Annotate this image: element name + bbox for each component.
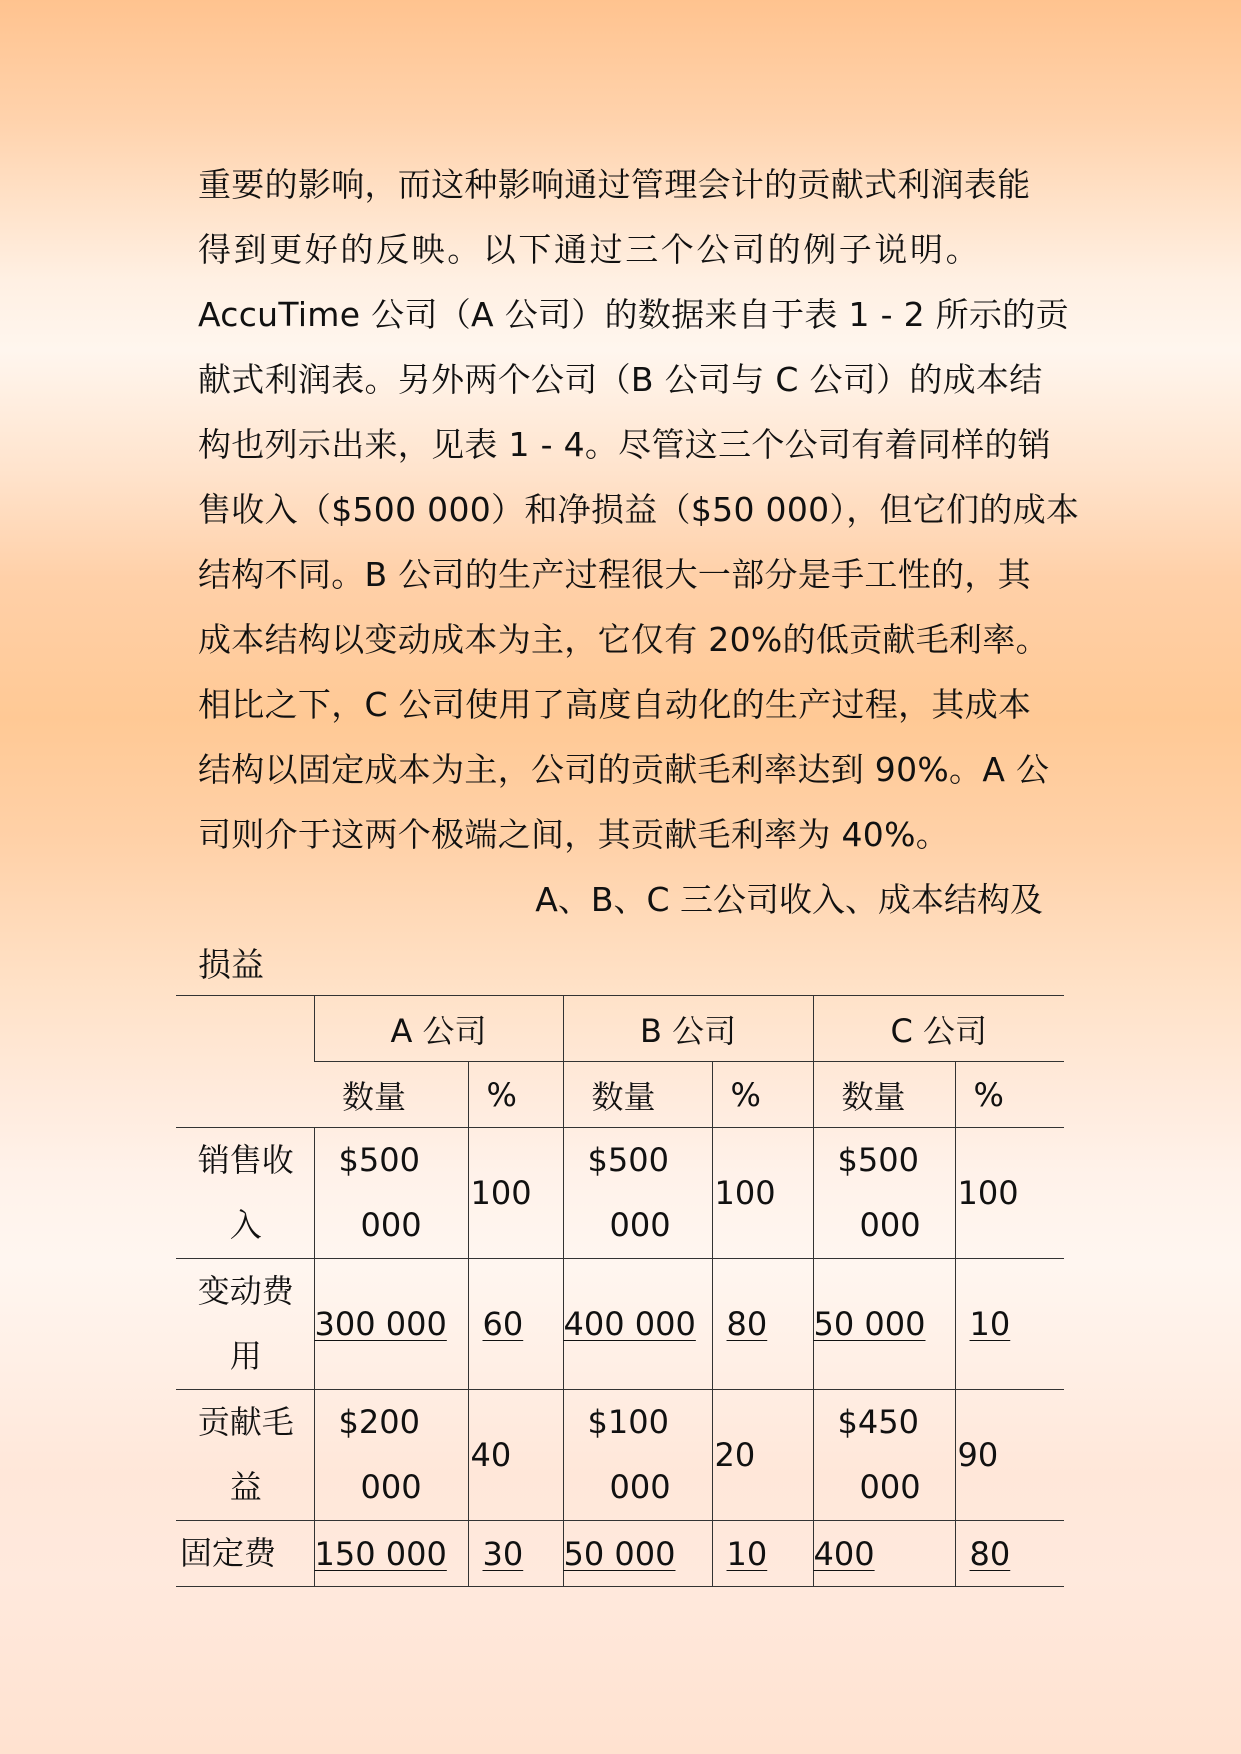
amount-header: 数量 xyxy=(563,1062,712,1128)
percent-cell: 20 xyxy=(712,1390,813,1521)
amount-cell xyxy=(563,1521,712,1587)
percent-value: 80 xyxy=(969,1534,1011,1573)
amount-value: 300 000 xyxy=(314,1305,447,1343)
company-b-header: B 公司 xyxy=(563,996,813,1062)
paragraph-line: 结构以固定成本为主，公司的贡献毛利率达到 90%。A 公 xyxy=(198,750,1050,789)
amount-cell xyxy=(563,1259,712,1390)
percent-cell: 90 xyxy=(955,1390,1064,1521)
amount-line: 000 xyxy=(360,1468,422,1506)
amount-header: 数量 xyxy=(314,1062,468,1128)
caption-line-1: A、B、C 三公司收入、成本结构及 xyxy=(535,880,1043,919)
paragraph-line: 献式利润表。另外两个公司（B 公司与 C 公司）的成本结 xyxy=(198,360,1043,399)
amount-line: $500 xyxy=(837,1141,919,1179)
amount-line: 000 xyxy=(609,1206,671,1244)
row-label xyxy=(176,1259,314,1390)
table-header-row xyxy=(176,996,1064,1062)
percent-cell: 100 xyxy=(955,1128,1064,1259)
cost-structure-table xyxy=(176,995,1064,1587)
percent-cell xyxy=(468,1259,563,1390)
percent-cell xyxy=(712,1521,813,1587)
table-row xyxy=(176,1259,1064,1390)
row-label-line: 贡献毛 xyxy=(197,1403,294,1441)
percent-cell xyxy=(468,1521,563,1587)
percent-cell: 100 xyxy=(468,1128,563,1259)
amount-cell xyxy=(813,1128,955,1259)
amount-value: 400 000 xyxy=(563,1305,696,1343)
paragraph-line: 结构不同。B 公司的生产过程很大一部分是手工性的，其 xyxy=(198,555,1031,594)
amount-cell xyxy=(813,1521,955,1587)
percent-value: 10 xyxy=(726,1534,768,1573)
amount-line: 000 xyxy=(859,1206,921,1244)
percent-cell xyxy=(955,1521,1064,1587)
amount-value: 150 000 xyxy=(314,1534,447,1573)
row-label-line: 变动费 xyxy=(197,1272,294,1310)
percent-header: % xyxy=(955,1062,1064,1128)
amount-value: 50 000 xyxy=(813,1305,926,1343)
amount-cell xyxy=(813,1259,955,1390)
body-paragraph xyxy=(198,152,1080,867)
paragraph-line: 售收入（$500 000）和净损益（$50 000），但它们的成本 xyxy=(198,490,1080,529)
table-row xyxy=(176,1521,1064,1587)
percent-cell: 40 xyxy=(468,1390,563,1521)
company-c-header: C 公司 xyxy=(813,996,1064,1062)
paragraph-line: AccuTime 公司（A 公司）的数据来自于表 1 - 2 所示的贡 xyxy=(198,295,1069,334)
paragraph-line: 司则介于这两个极端之间，其贡献毛利率为 40%。 xyxy=(198,815,950,854)
caption-line-2: 损益 xyxy=(198,945,264,984)
amount-cell xyxy=(563,1390,712,1521)
amount-value: 50 000 xyxy=(563,1534,676,1573)
amount-cell xyxy=(314,1390,468,1521)
table-row xyxy=(176,1128,1064,1259)
amount-line: $500 xyxy=(338,1141,420,1179)
amount-line: $500 xyxy=(587,1141,669,1179)
percent-value: 30 xyxy=(482,1534,524,1573)
amount-cell xyxy=(813,1390,955,1521)
percent-header: % xyxy=(468,1062,563,1128)
row-label-line: 销售收 xyxy=(197,1141,294,1179)
amount-line: 000 xyxy=(609,1468,671,1506)
amount-header: 数量 xyxy=(813,1062,955,1128)
percent-value: 10 xyxy=(969,1305,1011,1343)
header-corner-cell xyxy=(176,996,314,1128)
row-label: 固定费 xyxy=(176,1521,314,1587)
amount-value: 400 xyxy=(813,1534,875,1573)
amount-cell xyxy=(314,1128,468,1259)
row-label xyxy=(176,1128,314,1259)
paragraph-line: 得到更好的反映。以下通过三个公司的例子说明。 xyxy=(198,230,982,269)
amount-line: $100 xyxy=(587,1403,669,1441)
percent-value: 60 xyxy=(482,1305,524,1343)
table-caption xyxy=(198,867,1043,997)
row-label-line: 益 xyxy=(229,1468,262,1506)
row-label-line: 入 xyxy=(229,1206,262,1244)
amount-line: 000 xyxy=(859,1468,921,1506)
paragraph-line: 相比之下，C 公司使用了高度自动化的生产过程，其成本 xyxy=(198,685,1032,724)
percent-cell: 100 xyxy=(712,1128,813,1259)
paragraph-line: 构也列示出来，见表 1 - 4。尽管这三个公司有着同样的销 xyxy=(198,425,1052,464)
row-label-line: 用 xyxy=(229,1337,262,1375)
row-label xyxy=(176,1390,314,1521)
percent-header: % xyxy=(712,1062,813,1128)
amount-line: $200 xyxy=(338,1403,420,1441)
table-row xyxy=(176,1390,1064,1521)
paragraph-line: 重要的影响，而这种影响通过管理会计的贡献式利润表能 xyxy=(198,165,1031,204)
percent-cell xyxy=(955,1259,1064,1390)
amount-line: $450 xyxy=(837,1403,919,1441)
amount-cell xyxy=(314,1259,468,1390)
amount-cell xyxy=(563,1128,712,1259)
percent-cell xyxy=(712,1259,813,1390)
company-a-header: A 公司 xyxy=(314,996,563,1062)
percent-value: 80 xyxy=(726,1305,768,1343)
paragraph-line: 成本结构以变动成本为主，它仅有 20%的低贡献毛利率。 xyxy=(198,620,1049,659)
amount-cell xyxy=(314,1521,468,1587)
amount-line: 000 xyxy=(360,1206,422,1244)
